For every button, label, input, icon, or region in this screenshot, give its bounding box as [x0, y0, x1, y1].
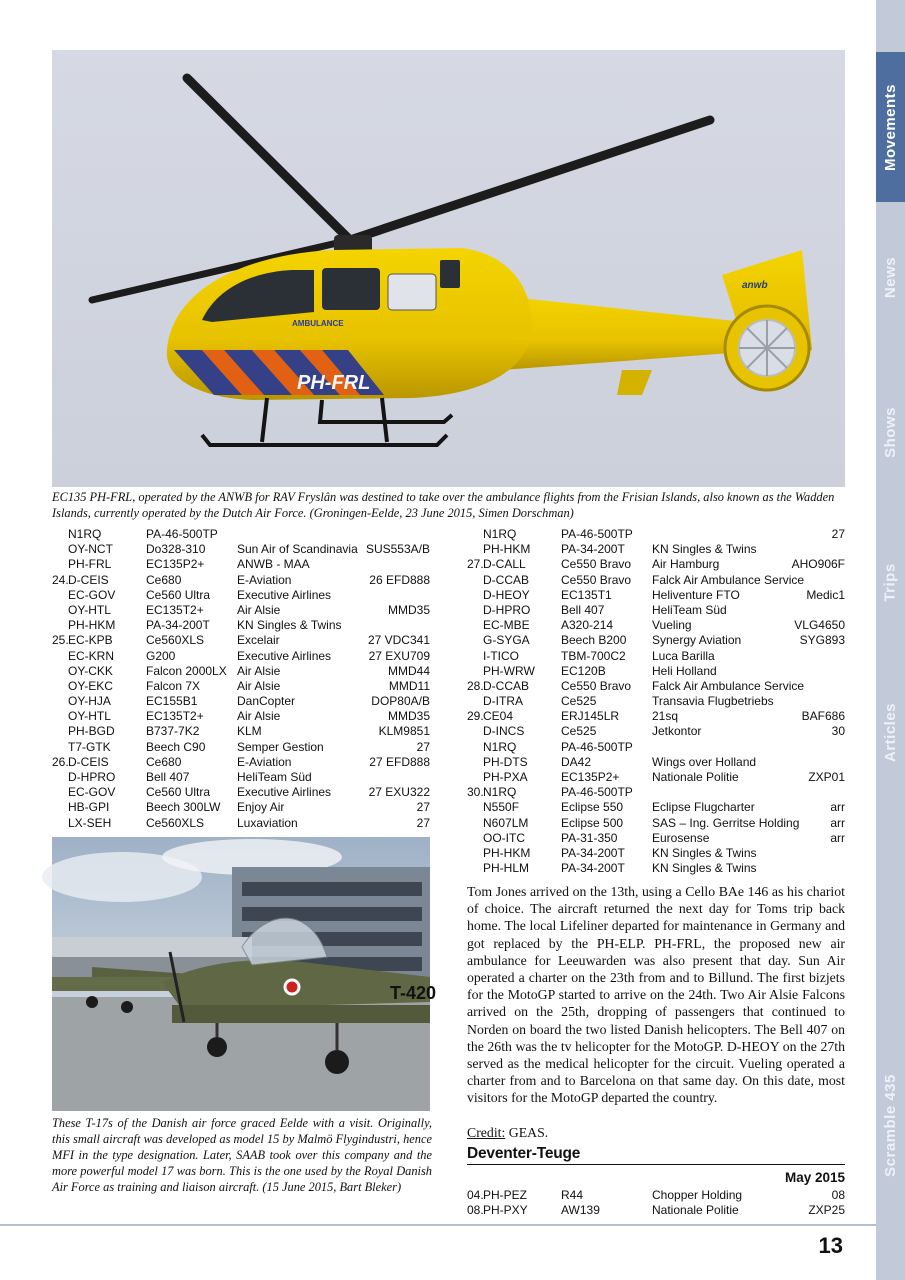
movement-row [467, 694, 845, 709]
movement-day: 25. [52, 633, 69, 648]
movement-aircraft-type: PA-46-500TP [146, 527, 218, 541]
movement-registration: OY-CKK [68, 663, 113, 678]
movement-aircraft-type: Ce550 Bravo [561, 572, 632, 587]
movement-row [467, 770, 845, 785]
movement-aircraft-type: Eclipse 500 [561, 815, 624, 830]
movement-row [52, 649, 430, 664]
movement-aircraft-type: Ce680 [146, 572, 182, 587]
movement-row [467, 649, 845, 664]
movement-row [52, 816, 430, 831]
movement-callsign: AHO906F [791, 557, 845, 572]
movement-row [52, 557, 430, 572]
movement-aircraft-type: Ce680 [146, 754, 182, 769]
movement-operator: Excelair [237, 633, 280, 648]
movement-aircraft-type: Ce550 Bravo [561, 557, 632, 572]
movement-row [52, 633, 430, 648]
movement-callsign: MMD35 [387, 709, 430, 724]
movement-registration: I-TICO [483, 648, 519, 663]
movement-registration: OY-HJA [68, 694, 111, 709]
movement-callsign: 27 EXU322 [368, 785, 430, 800]
movement-callsign: 30 [831, 724, 845, 739]
movement-aircraft-type: TBM-700C2 [561, 648, 626, 663]
movements-table-left [52, 527, 430, 831]
movement-operator: Vueling [652, 618, 692, 633]
movement-callsign: 27 [416, 815, 430, 830]
movement-operator: Wings over Holland [652, 754, 757, 769]
movement-row [467, 527, 845, 542]
movement-registration: N1RQ [483, 527, 517, 541]
tab-articles[interactable]: Articles [882, 702, 899, 763]
movement-registration: OY-NCT [68, 542, 113, 557]
movement-operator: E-Aviation [237, 754, 292, 769]
t17-photo-caption: These T-17s of the Danish air force graced Eelde with a visit. Originally, this small aircraft was developed as model 15 by Malmö Flygindustri, hence MFI in the type designation. Later, SAAB took over this company and the more powerful model 17 was born. This is the one used by the Royal Danish Air Force as training and liaison aircraft. (15 June 2015, Bart Bleker) [52, 1116, 432, 1194]
movement-operator: Nationale Politie [652, 770, 739, 784]
movement-row [467, 846, 845, 861]
movement-callsign: arr [830, 815, 845, 830]
movement-row [467, 1203, 845, 1218]
movement-registration: OY-EKC [68, 678, 113, 693]
movement-aircraft-type: PA-34-200T [561, 542, 625, 557]
movements-table-deventer [467, 1188, 845, 1218]
tab-scramble-issue[interactable]: Scramble 435 [882, 1073, 900, 1177]
movement-operator: HeliTeam Süd [652, 602, 727, 617]
movement-row [467, 588, 845, 603]
movement-aircraft-type: PA-46-500TP [561, 739, 633, 754]
movement-operator: Enjoy Air [237, 800, 285, 815]
movement-operator: Synergy Aviation [652, 633, 742, 648]
movement-aircraft-type: Falcon 2000LX [146, 663, 227, 678]
movement-operator: Heli Holland [652, 663, 717, 678]
movement-row [467, 1188, 845, 1203]
movement-operator: Luca Barilla [652, 648, 715, 663]
movement-registration: PH-FRL [68, 557, 112, 572]
movement-registration: PH-DTS [483, 754, 528, 769]
movement-registration: PH-PEZ [483, 1188, 528, 1202]
movement-callsign: BAF686 [801, 709, 845, 724]
movement-day: 08. [467, 1203, 484, 1218]
movement-row [467, 542, 845, 557]
movement-aircraft-type: B737-7K2 [146, 724, 200, 739]
movement-callsign: 27 [416, 739, 430, 754]
movement-callsign: SUS553A/B [365, 542, 430, 557]
footer-divider [0, 1224, 876, 1226]
movement-row [52, 679, 430, 694]
helicopter-photo-caption: EC135 PH-FRL, operated by the ANWB for RAV Fryslân was destined to take over the ambulance flights from the Frisian Islands, also known as the Wadden Islands, currently operated by the Dutch Air Force. (Groningen-Eelde, 23 June 2015, Simen Dorschman) [52, 490, 835, 520]
movement-operator: 21sq [652, 709, 679, 724]
movement-registration: D-CCAB [483, 572, 530, 587]
movement-aircraft-type: EC155B1 [146, 694, 198, 709]
movement-aircraft-type: EC135T2+ [146, 709, 204, 724]
movement-row [467, 603, 845, 618]
movement-day: 24. [52, 572, 69, 587]
movement-row [467, 755, 845, 770]
movement-aircraft-type: Ce525 [561, 724, 597, 739]
movement-row [467, 831, 845, 846]
movement-registration: HB-GPI [68, 800, 110, 815]
credit-label: Credit: [467, 1125, 506, 1140]
movement-registration: D-HPRO [68, 770, 116, 784]
movement-row [52, 603, 430, 618]
movement-operator: ANWB - MAA [237, 557, 310, 572]
movement-row [467, 861, 845, 876]
movement-operator: Semper Gestion [237, 739, 324, 754]
movement-registration: EC-GOV [68, 785, 116, 800]
movement-day: 26. [52, 754, 69, 769]
movement-row [52, 800, 430, 815]
movement-aircraft-type: EC135T2+ [146, 602, 204, 617]
movement-aircraft-type: EC135P2+ [146, 557, 205, 572]
movement-row [52, 527, 430, 542]
tab-movements[interactable]: Movements [876, 52, 905, 202]
movement-operator: Transavia Flugbetriebs [652, 694, 774, 709]
movement-registration: PH-BGD [68, 724, 115, 739]
movement-registration: D-CEIS [68, 572, 109, 587]
movement-operator: Air Hamburg [652, 557, 720, 572]
movement-registration: OY-HTL [68, 709, 111, 724]
movement-row [52, 770, 430, 785]
movement-aircraft-type: G200 [146, 648, 176, 663]
movement-aircraft-type: EC120B [561, 663, 606, 678]
movement-operator: Sun Air of Scandinavia [237, 542, 358, 557]
movement-operator: Air Alsie [237, 709, 281, 724]
movement-operator: Falck Air Ambulance Service [652, 678, 805, 693]
movement-operator: Executive Airlines [237, 785, 332, 800]
movement-row [467, 740, 845, 755]
movement-operator: HeliTeam Süd [237, 770, 312, 784]
movement-aircraft-type: Bell 407 [561, 602, 605, 617]
movement-aircraft-type: Falcon 7X [146, 678, 201, 693]
movement-registration: N1RQ [483, 785, 517, 800]
movement-row [467, 785, 845, 800]
movement-callsign: DOP80A/B [371, 694, 430, 709]
movement-aircraft-type: Eclipse 550 [561, 800, 624, 815]
movement-aircraft-type: AW139 [561, 1203, 600, 1218]
movement-row [467, 724, 845, 739]
movement-aircraft-type: Ce560 Ultra [146, 587, 211, 602]
movement-callsign: MMD44 [387, 663, 430, 678]
movement-row [52, 618, 430, 633]
tab-news[interactable]: News [882, 256, 899, 299]
movement-registration: N607LM [483, 815, 529, 830]
svg-text:T-420: T-420 [390, 983, 437, 1003]
movement-operator: Air Alsie [237, 663, 281, 678]
movement-day: 28. [467, 678, 484, 693]
movement-registration: PH-PXY [483, 1203, 528, 1218]
movement-registration: D-CALL [483, 557, 526, 572]
svg-text:PH-FRL: PH-FRL [297, 372, 371, 394]
movement-callsign: MMD11 [388, 678, 430, 693]
movement-row [467, 679, 845, 694]
movement-aircraft-type: PA-34-200T [146, 618, 210, 633]
movement-registration: OO-ITC [483, 830, 525, 845]
movement-row [467, 557, 845, 572]
svg-text:AMBULANCE: AMBULANCE [292, 319, 344, 328]
movement-callsign: arr [830, 800, 845, 815]
movement-registration: N550F [483, 800, 520, 815]
movement-registration: T7-GTK [68, 739, 111, 754]
movement-aircraft-type: R44 [561, 1188, 584, 1202]
movement-registration: PH-HKM [483, 845, 531, 860]
movement-operator: KLM [237, 724, 262, 739]
movement-registration: D-CEIS [68, 754, 109, 769]
movement-callsign: ZXP01 [808, 770, 845, 784]
movement-aircraft-type: PA-46-500TP [561, 527, 633, 541]
movement-callsign: SYG893 [799, 633, 845, 648]
movement-aircraft-type: PA-34-200T [561, 845, 625, 860]
movement-callsign: 27 VDC341 [367, 633, 430, 648]
movement-row [52, 740, 430, 755]
movement-operator: Executive Airlines [237, 648, 332, 663]
movement-registration: N1RQ [483, 739, 517, 754]
movement-operator: KN Singles & Twins [652, 542, 757, 557]
movement-row [467, 633, 845, 648]
movement-row [467, 618, 845, 633]
movement-aircraft-type: Beech 300LW [146, 800, 221, 815]
movement-aircraft-type: PA-34-200T [561, 861, 625, 876]
movement-registration: PH-HLM [483, 861, 530, 876]
movement-row [52, 785, 430, 800]
movements-table-right [467, 527, 845, 876]
movement-registration: D-CCAB [483, 678, 530, 693]
movement-callsign: 27 EFD888 [369, 754, 430, 769]
movement-operator: Eclipse Flugcharter [652, 800, 755, 815]
movement-row [52, 588, 430, 603]
movement-row [52, 694, 430, 709]
movement-aircraft-type: ERJ145LR [561, 709, 620, 724]
movement-callsign: 26 EFD888 [369, 572, 430, 587]
movement-registration: D-ITRA [483, 694, 523, 709]
movement-operator: DanCopter [237, 694, 296, 709]
movement-day: 27. [467, 557, 484, 572]
movement-callsign: 27 [831, 527, 845, 541]
credit-line [467, 1124, 548, 1141]
movement-row [467, 800, 845, 815]
movement-day: 04. [467, 1188, 484, 1202]
movement-aircraft-type: EC135P2+ [561, 770, 620, 784]
movement-registration: CE04 [483, 709, 514, 724]
section-heading-deventer-teuge: Deventer-Teuge [467, 1145, 845, 1165]
movement-operator: KN Singles & Twins [237, 618, 342, 633]
credit-value: GEAS. [505, 1125, 549, 1140]
movement-row [52, 573, 430, 588]
movement-row [467, 573, 845, 588]
movement-operator: E-Aviation [237, 572, 292, 587]
movement-registration: PH-PXA [483, 770, 528, 784]
movement-aircraft-type: Ce560 Ultra [146, 785, 211, 800]
movement-aircraft-type: Ce560XLS [146, 815, 205, 830]
movement-aircraft-type: Ce525 [561, 694, 597, 709]
page-number: 13 [818, 1233, 843, 1258]
movement-registration: D-HPRO [483, 602, 531, 617]
movement-registration: EC-KRN [68, 648, 115, 663]
movement-aircraft-type: Do328-310 [146, 542, 206, 557]
movement-row [52, 724, 430, 739]
movement-operator: Chopper Holding [652, 1188, 743, 1202]
movement-operator: Luxaviation [237, 815, 298, 830]
movement-registration: EC-KPB [68, 633, 113, 648]
movement-operator: Eurosense [652, 830, 710, 845]
movement-day: 29. [467, 709, 484, 724]
movement-operator: Air Alsie [237, 602, 281, 617]
article-paragraph: Tom Jones arrived on the 13th, using a Cello BAe 146 as his chariot of choice. The aircraft returned the next day for Toms trip back home. The local Lifeliner departed for maintenance in Germany and got replaced by the PH-ELP. PH-FRL, the proposed new air ambulance for Leeuwarden was also present that day. Sun Air operated a charter on the 23th from and to Billund. The first bizjets for the MotoGP started to arrive on the 24th. Two Air Alsie Falcons arrived on the 25th, dropping of passengers that continued to Norden on board the two listed Danish helicopters. The Bell 407 on the 26th was the tv helicopter for the MotoGP. D-HEOY on the 27th served as the medical helicopter for the circuit. Vueling operated a charter from and to Barcelona on that same day. On this date, most visitors for the MotoGP departed the country. [467, 884, 845, 1106]
movement-callsign: VLG4650 [794, 618, 845, 633]
movement-registration: D-HEOY [483, 587, 530, 602]
movement-aircraft-type: DA42 [561, 754, 592, 769]
helicopter-photo [52, 50, 845, 487]
movement-registration: G-SYGA [483, 633, 530, 648]
movement-callsign: 27 [416, 800, 430, 815]
movement-aircraft-type: Beech C90 [146, 739, 206, 754]
movement-aircraft-type: PA-31-350 [561, 830, 618, 845]
movement-row [52, 755, 430, 770]
t17-aircraft-photo [52, 837, 437, 1111]
tab-shows[interactable]: Shows [882, 407, 899, 458]
movement-operator: Air Alsie [237, 678, 281, 693]
movement-operator: SAS – Ing. Gerritse Holding [652, 815, 800, 830]
movement-row [52, 709, 430, 724]
section-tab-strip [876, 0, 905, 1280]
movement-aircraft-type: Beech B200 [561, 633, 627, 648]
movement-callsign: ZXP25 [808, 1203, 845, 1218]
movement-aircraft-type: A320-214 [561, 618, 614, 633]
movement-aircraft-type: PA-46-500TP [561, 785, 633, 800]
movement-registration: PH-HKM [68, 618, 116, 633]
movement-aircraft-type: Ce560XLS [146, 633, 205, 648]
movement-aircraft-type: EC135T1 [561, 587, 612, 602]
movement-operator: KN Singles & Twins [652, 845, 757, 860]
movement-registration: D-INCS [483, 724, 525, 739]
movement-registration: EC-MBE [483, 618, 530, 633]
movement-callsign: 08 [831, 1188, 845, 1202]
movement-operator: Heliventure FTO [652, 587, 740, 602]
movement-aircraft-type: Bell 407 [146, 770, 190, 784]
movement-registration: PH-WRW [483, 663, 535, 678]
movement-operator: Falck Air Ambulance Service [652, 572, 805, 587]
movement-callsign: 27 EXU709 [368, 648, 430, 663]
tab-trips[interactable]: Trips [882, 563, 900, 602]
movement-aircraft-type: Ce550 Bravo [561, 678, 632, 693]
movement-row [52, 664, 430, 679]
movement-row [52, 542, 430, 557]
movement-registration: EC-GOV [68, 587, 116, 602]
movement-callsign: arr [830, 830, 845, 845]
movement-registration: N1RQ [68, 527, 102, 541]
movement-day: 30. [467, 785, 484, 800]
movement-registration: OY-HTL [68, 602, 111, 617]
svg-text:anwb: anwb [742, 280, 768, 291]
movement-registration: PH-HKM [483, 542, 531, 557]
movement-row [467, 816, 845, 831]
movement-registration: LX-SEH [68, 815, 112, 830]
movement-row [467, 709, 845, 724]
month-label: May 2015 [784, 1170, 845, 1185]
movement-callsign: KLM9851 [378, 724, 430, 739]
movement-callsign: Medic1 [806, 587, 845, 602]
movement-row [467, 664, 845, 679]
movement-operator: Nationale Politie [652, 1203, 739, 1218]
movement-operator: Jetkontor [652, 724, 702, 739]
movement-operator: Executive Airlines [237, 587, 332, 602]
movement-callsign: MMD35 [387, 602, 430, 617]
movement-operator: KN Singles & Twins [652, 861, 757, 876]
